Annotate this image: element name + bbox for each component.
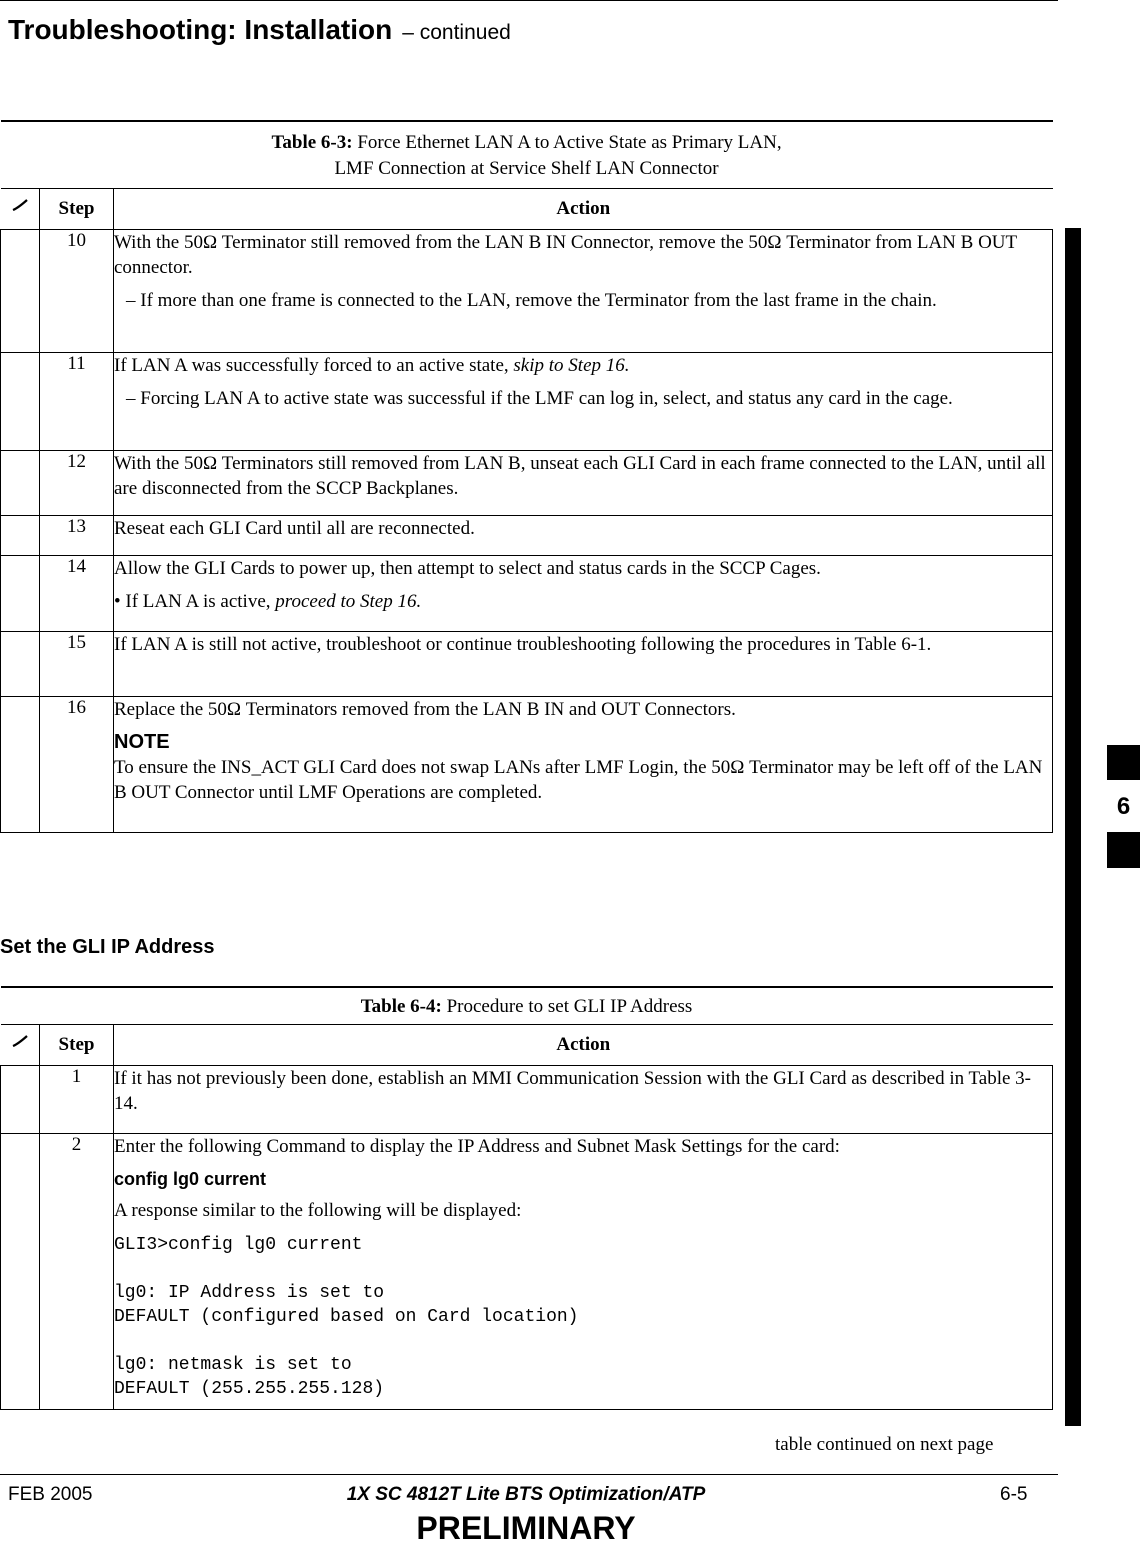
action-cell [114,516,1053,556]
footer-rule [0,1474,1058,1475]
checkmark-icon [12,1034,28,1050]
table-caption [1,987,1053,1025]
table-header-row [1,189,1053,230]
table-caption-label: Table 6-3: [271,132,353,153]
footer-page-number: 6-5 [1000,1484,1028,1505]
step-column-header: Step [40,1025,114,1066]
action-cell [114,556,1053,632]
action-text: Enter the following Command to display the IP Address and Subnet Mask Settings for the card: [114,1136,840,1157]
table-caption-line2: LMF Connection at Service Shelf LAN Connector [334,158,719,179]
action-text-plain: If LAN A was successfully forced to an active state, [114,355,509,376]
step-number: 13 [40,516,114,556]
table-caption-row [1,987,1053,1025]
step-column-header: Step [40,189,114,230]
step-number: 10 [40,230,114,353]
check-cell [1,516,40,556]
preliminary-stamp: PRELIMINARY [416,1510,636,1546]
action-cell [114,451,1053,516]
note-label: NOTE [114,731,170,753]
check-cell [1,451,40,516]
table-row [1,1134,1053,1410]
table-caption-row [1,121,1053,189]
action-text: If it has not previously been done, establish an MMI Communication Session with the GLI Card as described in Table 3-14. [114,1068,1032,1114]
table-row [1,451,1053,516]
note-text: To ensure the INS_ACT GLI Card does not swap LANs after LMF Login, the 50Ω Terminator may be left off of the LAN B OUT Connector until LMF Operations are completed. [114,757,1043,803]
section-title: Set the GLI IP Address [0,936,215,958]
code-block: GLI3>config lg0 current lg0: IP Address is set to DEFAULT (configured based on Card location) lg0: netmask is set to DEFAULT (255.255.255.128) [114,1235,579,1399]
check-cell [1,230,40,353]
table-header-row [1,1025,1053,1066]
check-cell [1,632,40,697]
check-cell [1,556,40,632]
action-text [114,353,1052,378]
header-rule [0,0,1058,1]
page-title-continued: – continued [402,21,511,44]
action-text: Reseat each GLI Card until all are reconnected. [114,518,475,539]
action-bullet [114,589,1052,614]
step-number: 15 [40,632,114,697]
action-subitem: – Forcing LAN A to active state was successful if the LMF can log in, select, and status any card in the cage. [126,388,953,409]
table-row [1,516,1053,556]
action-cell [114,230,1053,353]
step-number: 16 [40,697,114,833]
action-column-header: Action [114,1025,1053,1066]
step-number: 1 [40,1066,114,1134]
page-title-text: Troubleshooting: Installation [8,14,393,45]
command-text: config lg0 current [114,1169,267,1189]
action-subitem: – If more than one frame is connected to the LAN, remove the Terminator from the last frame in the chain. [126,290,937,311]
table-6-4 [0,986,1053,1410]
action-text: With the 50Ω Terminator still removed from the LAN B IN Connector, remove the 50Ω Terminator from LAN B OUT connector. [114,232,1017,278]
step-number: 2 [40,1134,114,1410]
footer-doc-title: 1X SC 4812T Lite BTS Optimization/ATP [346,1484,706,1505]
check-column-header [1,189,40,230]
table-row [1,230,1053,353]
step-number: 12 [40,451,114,516]
table-row [1,697,1053,833]
action-text: Replace the 50Ω Terminators removed from the LAN B IN and OUT Connectors. [114,699,736,720]
action-text: Allow the GLI Cards to power up, then attempt to select and status cards in the SCCP Cages. [114,558,821,579]
table-row [1,632,1053,697]
table-row [1,556,1053,632]
step-number: 14 [40,556,114,632]
table-row [1,1066,1053,1134]
chapter-tab-number: 6 [1116,793,1131,820]
action-cell [114,632,1053,697]
check-cell [1,353,40,451]
checkmark-icon [12,198,28,214]
action-column-header: Action [114,189,1053,230]
table-caption [1,121,1053,189]
table-caption-line1: Procedure to set GLI IP Address [446,996,693,1017]
check-column-header [1,1025,40,1066]
action-cell [114,1066,1053,1134]
action-text: If LAN A is still not active, troubleshoot or continue troubleshooting following the procedures in Table 6-1. [114,634,932,655]
action-text-italic: skip to Step 16. [513,355,630,376]
change-bar [1065,228,1081,1426]
action-text: With the 50Ω Terminators still removed from LAN B, unseat each GLI Card in each frame connected to the LAN, until all are disconnected from the SCCP Backplanes. [114,453,1046,499]
continued-note: table continued on next page [775,1434,994,1455]
table-6-3 [0,120,1053,833]
check-cell [1,1134,40,1410]
action-bullet-italic: proceed to Step 16. [275,591,422,612]
table-caption-line1: Force Ethernet LAN A to Active State as Primary LAN, [357,132,782,153]
table-row [1,353,1053,451]
action-cell [114,697,1053,833]
response-intro: A response similar to the following will be displayed: [114,1200,522,1221]
page-title [8,14,511,46]
table-caption-label: Table 6-4: [360,996,442,1017]
chapter-tab-top [1107,745,1140,780]
footer-date: FEB 2005 [8,1484,93,1505]
action-bullet-plain: • If LAN A is active, [114,591,271,612]
step-number: 11 [40,353,114,451]
check-cell [1,697,40,833]
check-cell [1,1066,40,1134]
action-cell [114,353,1053,451]
chapter-tab-bottom [1107,832,1140,868]
action-cell [114,1134,1053,1410]
